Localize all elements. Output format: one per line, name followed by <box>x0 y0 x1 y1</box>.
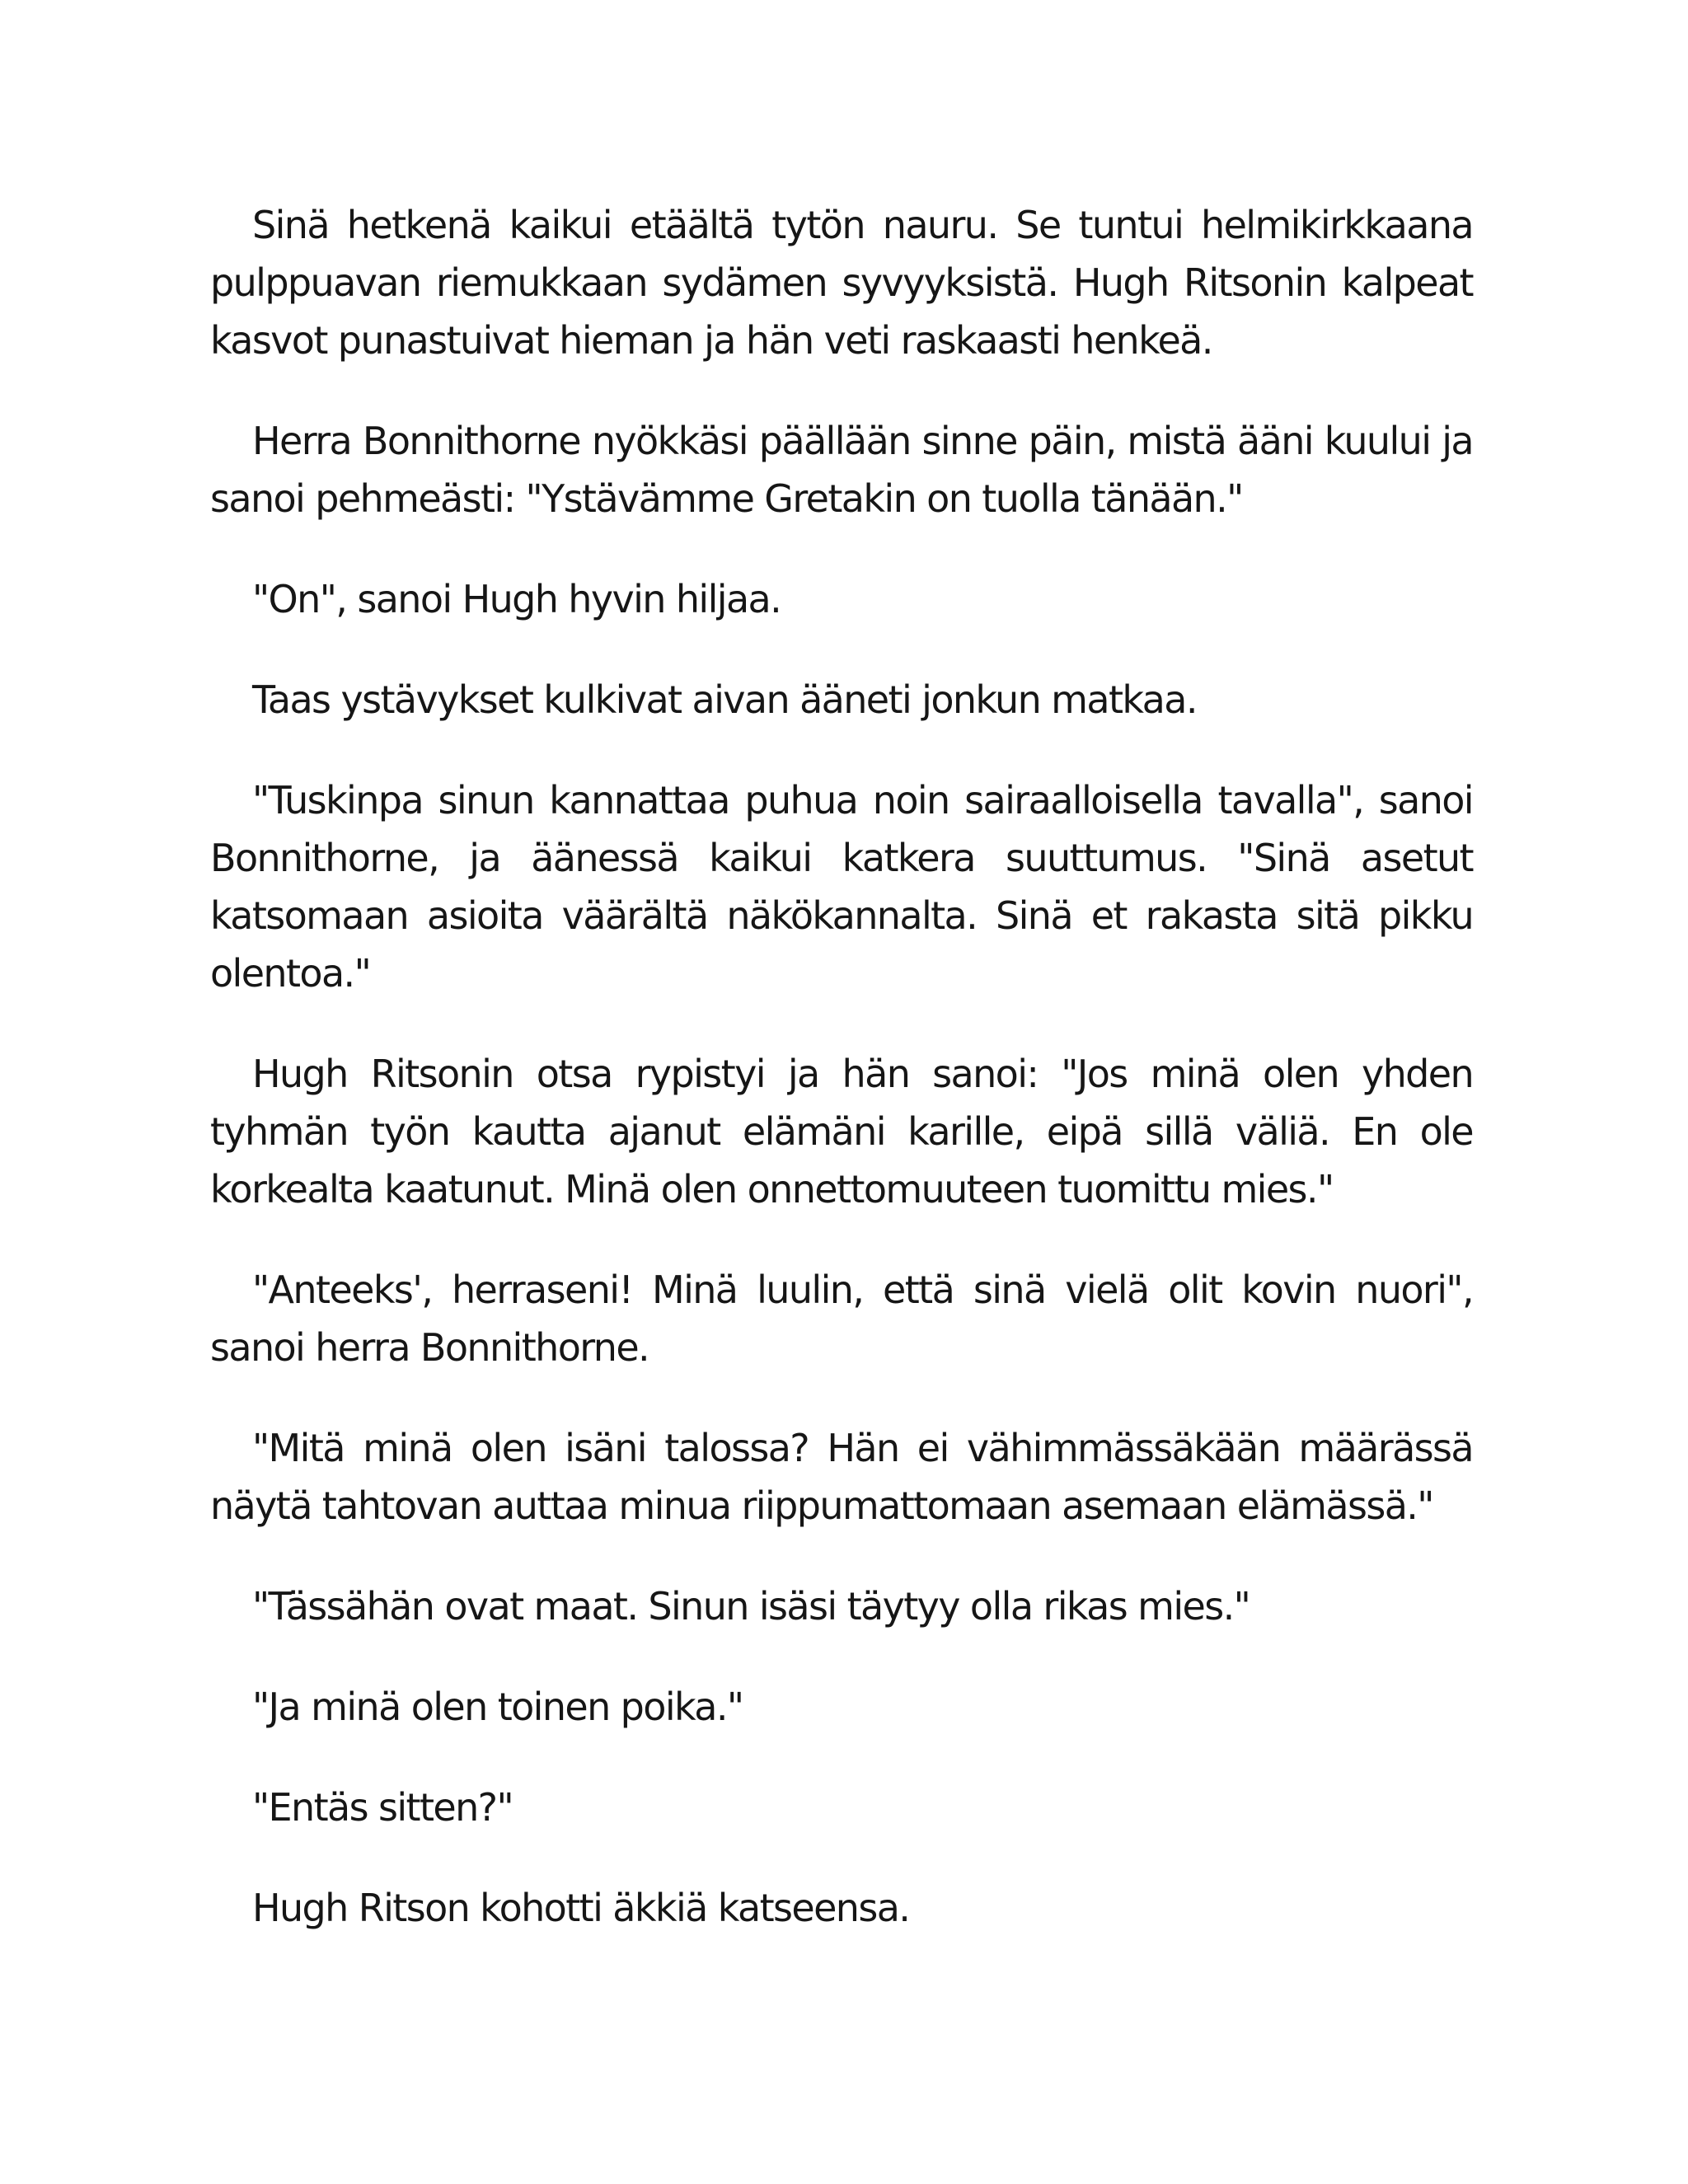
paragraph: "Tässähän ovat maat. Sinun isäsi täytyy olla rikas mies." <box>252 1584 1250 1629</box>
paragraph: Hugh Ritson kohotti äkkiä katseensa. <box>252 1886 910 1930</box>
paragraph: Taas ystävykset kulkivat aivan ääneti jonkun matkaa. <box>252 677 1197 722</box>
paragraph: "On", sanoi Hugh hyvin hiljaa. <box>252 577 781 621</box>
paragraph: "Mitä minä olen isäni talossa? Hän ei vähimmässäkään määrässä näytä tahtovan auttaa minua riippumattomaan asemaan elämässä." <box>210 1426 1473 1528</box>
paragraph: "Entäs sitten?" <box>252 1785 513 1830</box>
paragraph: "Anteeks', herraseni! Minä luulin, että sinä vielä olit kovin nuori", sanoi herra Bonnithorne. <box>210 1268 1473 1370</box>
paragraph: Sinä hetkenä kaikui etäältä tytön nauru. Se tuntui helmikirkkaana pulppuavan riemukkaan sydämen syvyyksistä. Hugh Ritsonin kalpeat kasvot punastuivat hieman ja hän veti raskaasti henkeä. <box>210 203 1473 363</box>
paragraph: "Ja minä olen toinen poika." <box>252 1685 743 1729</box>
paragraph: Herra Bonnithorne nyökkäsi päällään sinne päin, mistä ääni kuului ja sanoi pehmeästi: "Ystävämme Gretakin on tuolla tänään." <box>210 419 1473 521</box>
paragraph: Hugh Ritsonin otsa rypistyi ja hän sanoi: "Jos minä olen yhden tyhmän työn kautta ajanut elämäni karille, eipä sillä väliä. En ole korkealta kaatunut. Minä olen onnettomuuteen tuomittu mies." <box>210 1052 1473 1212</box>
body-text <box>210 196 1473 1937</box>
paragraph: "Tuskinpa sinun kannattaa puhua noin sairaalloisella tavalla", sanoi Bonnithorne, ja äänessä kaikui katkera suuttumus. "Sinä asetut katsomaan asioita väärältä näkökannalta. Sinä et rakasta sitä pikku olentoa." <box>210 778 1473 996</box>
